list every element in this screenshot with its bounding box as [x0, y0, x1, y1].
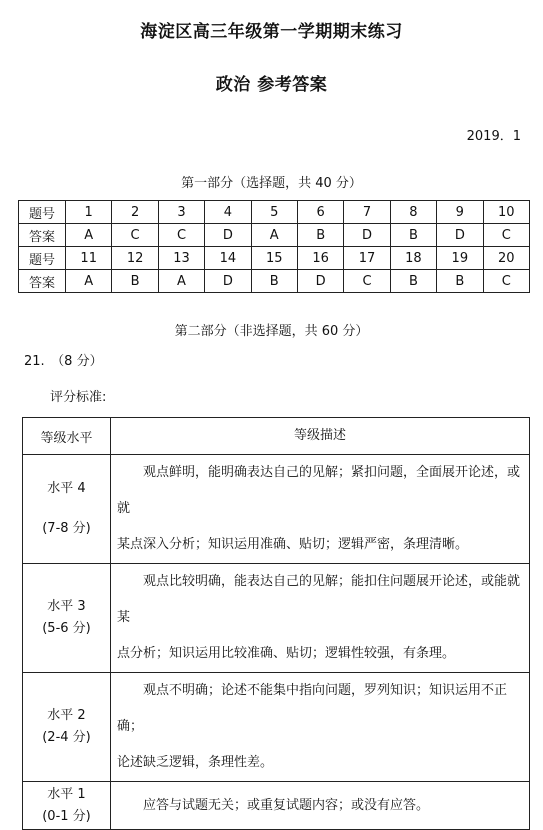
question-number: 4	[205, 201, 251, 224]
answer-table	[18, 200, 530, 293]
question-number: 11	[66, 247, 112, 270]
answer-cell: D	[437, 224, 483, 247]
description-line: 点分析；知识运用比较准确、贴切；逻辑性较强，有条理。	[117, 646, 456, 661]
answer-cell: C	[344, 270, 390, 293]
question-number: 18	[390, 247, 436, 270]
level-range: (2-4 分)	[42, 730, 91, 745]
answer-cell: C	[483, 224, 529, 247]
answer-cell: A	[66, 224, 112, 247]
question-number: 2	[112, 201, 158, 224]
answer-cell: A	[158, 270, 204, 293]
question-number: 10	[483, 201, 529, 224]
criteria-label: 评分标准:	[50, 390, 107, 405]
level-range: (7-8 分)	[42, 521, 91, 536]
table-row	[19, 224, 530, 247]
level-range: (0-1 分)	[42, 808, 91, 824]
question-number: 7	[344, 201, 390, 224]
part2-heading: 第二部分（非选择题，共 60 分）	[174, 324, 369, 339]
document-title: 海淀区高三年级第一学期期末练习	[140, 22, 403, 42]
rubric-table	[22, 417, 530, 830]
level-name: 水平 3	[47, 599, 86, 614]
level-cell	[23, 673, 111, 782]
row-label-question: 题号	[19, 201, 66, 224]
document-subtitle: 政治 参考答案	[215, 75, 328, 95]
level-description	[111, 673, 530, 782]
row-label-answer: 答案	[19, 224, 66, 247]
question-number: 1	[66, 201, 112, 224]
description-line: 应答与试题无关；或重复试题内容；或没有应答。	[143, 797, 430, 813]
description-line: 某点深入分析；知识运用准确、贴切；逻辑严密，条理清晰。	[117, 537, 469, 552]
description-line: 论述缺乏逻辑，条理性差。	[117, 755, 274, 770]
answer-cell: B	[112, 270, 158, 293]
question-number: 17	[344, 247, 390, 270]
table-row	[23, 782, 530, 830]
question-number: 16	[297, 247, 343, 270]
level-name: 水平 1	[47, 786, 86, 802]
answer-cell: A	[251, 224, 297, 247]
part1-heading: 第一部分（选择题，共 40 分）	[181, 176, 362, 191]
question-number: 13	[158, 247, 204, 270]
description-line: 观点比较明确，能表达自己的见解；能扣住问题展开论述，或能就某	[117, 574, 521, 625]
answer-cell: B	[297, 224, 343, 247]
level-description	[111, 564, 530, 673]
level-cell	[23, 564, 111, 673]
description-line: 观点不明确；论述不能集中指向问题，罗列知识；知识运用不正确；	[117, 683, 508, 734]
question-number: 14	[205, 247, 251, 270]
question-number: 9	[437, 201, 483, 224]
answer-cell: B	[251, 270, 297, 293]
answer-cell: B	[437, 270, 483, 293]
description-line: 观点鲜明，能明确表达自己的见解；紧扣问题，全面展开论述，或就	[117, 465, 521, 516]
question-number: 3	[158, 201, 204, 224]
question-21-label: 21. （8 分）	[24, 354, 103, 369]
answer-cell: D	[205, 224, 251, 247]
answer-cell: C	[112, 224, 158, 247]
table-row	[19, 270, 530, 293]
answer-cell: D	[297, 270, 343, 293]
column-header-level: 等级水平	[23, 418, 111, 455]
level-range: (5-6 分)	[42, 621, 91, 636]
question-number: 19	[437, 247, 483, 270]
table-row	[23, 455, 530, 564]
question-number: 5	[251, 201, 297, 224]
level-cell	[23, 782, 111, 830]
question-number: 15	[251, 247, 297, 270]
level-description	[111, 782, 530, 830]
table-row	[23, 564, 530, 673]
answer-cell: C	[483, 270, 529, 293]
table-header-row	[23, 418, 530, 455]
row-label-question: 题号	[19, 247, 66, 270]
level-description	[111, 455, 530, 564]
row-label-answer: 答案	[19, 270, 66, 293]
question-number: 12	[112, 247, 158, 270]
answer-cell: A	[66, 270, 112, 293]
question-number: 20	[483, 247, 529, 270]
table-row	[19, 201, 530, 224]
level-name: 水平 2	[47, 708, 86, 723]
level-cell	[23, 455, 111, 564]
answer-cell: C	[158, 224, 204, 247]
question-number: 8	[390, 201, 436, 224]
question-number: 6	[297, 201, 343, 224]
answer-cell: B	[390, 224, 436, 247]
level-name: 水平 4	[47, 481, 86, 496]
table-row	[23, 673, 530, 782]
answer-cell: B	[390, 270, 436, 293]
answer-cell: D	[344, 224, 390, 247]
answer-cell: D	[205, 270, 251, 293]
document-date: 2019．1	[466, 129, 521, 144]
column-header-description: 等级描述	[111, 418, 530, 455]
table-row	[19, 247, 530, 270]
